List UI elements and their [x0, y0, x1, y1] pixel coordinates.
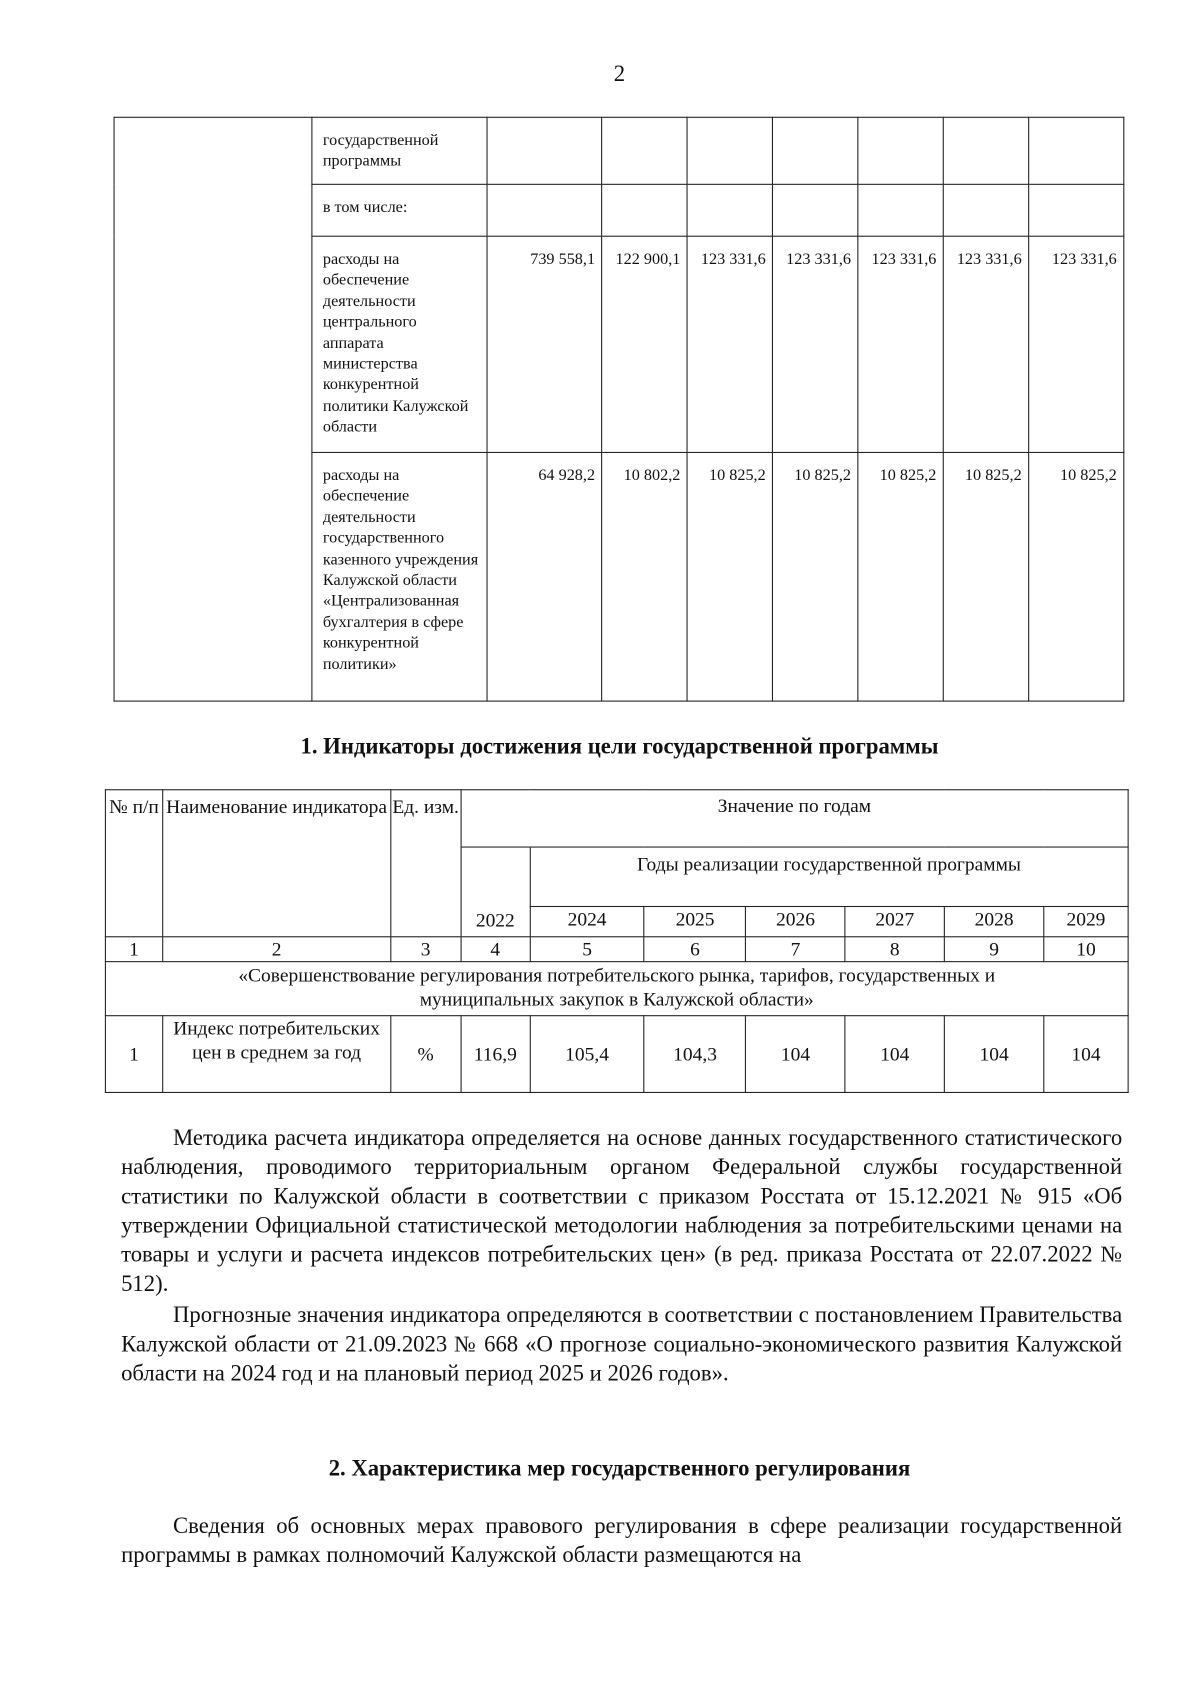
header-name: Наименование индикатора: [163, 790, 391, 937]
column-number: 7: [746, 937, 845, 962]
value-cell: 10 825,2: [1029, 452, 1124, 701]
value-cell: 10 825,2: [858, 452, 943, 701]
indicator-unit: %: [391, 1016, 461, 1093]
value-cell: 116,9: [461, 1016, 530, 1093]
value-cell: 10 825,2: [687, 452, 772, 701]
year-header: 2028: [944, 907, 1043, 937]
header-program-years: Годы реализации государственной программы: [530, 847, 1128, 906]
column-number: 8: [845, 937, 944, 962]
paragraph: Методика расчета индикатора определяется на основе данных государственного статистического наблюдения, проводимого территориальным органом Федеральной службы государственной статистики по Калужской области в соответствии с приказом Росстата от 15.12.2021 № 915 «Об утверждении Официальной статистической методологии наблюдения за потребительскими ценами на товары и услуги и расчета индексов потребительских цен» (в ред. приказа Росстата от 22.07.2022 № 512).: [121, 1124, 1123, 1297]
value-cell: 105,4: [530, 1016, 644, 1093]
value-cell: 104: [845, 1016, 944, 1093]
value-cell: 122 900,1: [602, 236, 687, 452]
table-row: [114, 117, 1124, 184]
value-cell: 104: [746, 1016, 845, 1093]
value-cell: 123 331,6: [1029, 236, 1124, 452]
header-values: Значение по годам: [461, 790, 1128, 847]
section-heading: 2. Характеристика мер государственного регулирования: [328, 1455, 911, 1482]
value-cell: 104: [1044, 1016, 1128, 1093]
column-number: 3: [391, 937, 461, 962]
year-header: 2022: [461, 847, 530, 937]
column-number: 1: [105, 937, 162, 962]
paragraph: Сведения об основных мерах правового регулирования в сфере реализации государственной программы в рамках полномочий Калужской области размещаются на: [121, 1512, 1123, 1568]
header-unit: Ед. изм.: [391, 790, 461, 937]
table-row: [105, 1016, 1128, 1093]
value-cell: 123 331,6: [687, 236, 772, 452]
value-cell: 10 825,2: [943, 452, 1028, 701]
column-number: 9: [944, 937, 1043, 962]
year-header: 2027: [845, 907, 944, 937]
indicator-name: Индекс потребительских цен в среднем за год: [163, 1016, 391, 1093]
column-number: 5: [530, 937, 644, 962]
column-number: 6: [644, 937, 746, 962]
header-num: № п/п: [105, 790, 162, 937]
value-cell: 64 928,2: [487, 452, 603, 701]
value-cell: 10 825,2: [773, 452, 858, 701]
column-numbers-row: [105, 937, 1128, 962]
indicator-table: [105, 789, 1129, 1093]
row-label: расходы на обеспечение деятельности государственного казенного учреждения Калужской области «Централизованная бухгалтерия в сфере конкурентной политики»: [311, 452, 486, 701]
finance-table: [114, 117, 1125, 702]
year-header: 2026: [746, 907, 845, 937]
year-header: 2029: [1044, 907, 1128, 937]
value-cell: 123 331,6: [943, 236, 1028, 452]
year-header: 2024: [530, 907, 644, 937]
value-cell: 104,3: [644, 1016, 746, 1093]
section-heading: 1. Индикаторы достижения цели государственной программы: [300, 732, 939, 759]
column-number: 2: [163, 937, 391, 962]
page-number: 2: [613, 60, 626, 87]
value-cell: 10 802,2: [602, 452, 687, 701]
value-cell: 123 331,6: [773, 236, 858, 452]
year-header: 2025: [644, 907, 746, 937]
value-cell: 739 558,1: [487, 236, 603, 452]
column-number: 10: [1044, 937, 1128, 962]
empty-cell: [114, 117, 311, 701]
group-title: «Совершенствование регулирования потребительского рынка, тарифов, государственных и муниципальных закупок в Калужской области»: [105, 962, 1128, 1016]
row-num: 1: [105, 1016, 162, 1093]
value-cell: 123 331,6: [858, 236, 943, 452]
row-label: государственной программы: [311, 117, 486, 184]
row-label: расходы на обеспечение деятельности центрального аппарата министерства конкурентной политики Калужской области: [311, 236, 486, 452]
row-label: в том числе:: [311, 184, 486, 236]
value-cell: 104: [944, 1016, 1043, 1093]
paragraph: Прогнозные значения индикатора определяются в соответствии с постановлением Правительства Калужской области от 21.09.2023 № 668 «О прогнозе социально-экономического развития Калужской области на 2024 год и на плановый период 2025 и 2026 годов».: [121, 1301, 1123, 1386]
column-number: 4: [461, 937, 530, 962]
